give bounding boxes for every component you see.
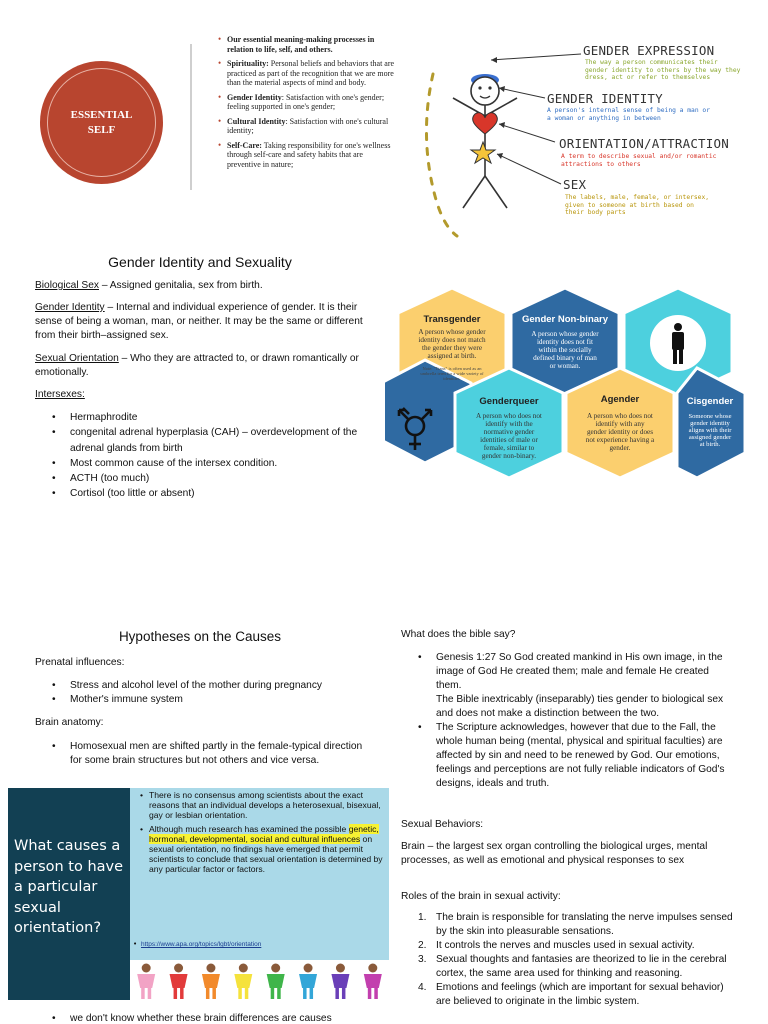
rainbow-people-illustration [130, 960, 389, 1000]
slide-question-panel [8, 788, 130, 1000]
svg-text:A person who does not: A person who does not [476, 412, 542, 420]
person-figure-icon [299, 964, 317, 1000]
orientation-desc: A term to describe sexual and/or romantic attractions to others [561, 153, 717, 168]
svg-text:female, similar to: female, similar to [483, 444, 535, 452]
list-item: • we don't know whether these brain differences are causes [52, 1012, 382, 1024]
sexual-orientation-slide: What causes a person to have a particular sexual orientation? • There is no consensus among scientists about the exact reasons that an individual develops a heterosexual, bisexual, gay or lesbian orientation. • Although much research has examined the possible genetic, hormonal, developmental, social and cultural influences on sexual orientation, no findings have emerged that permit scientists to conclude that sexual orientation is determined by any particular factor or factors. • https://www.apa.org/topics/lgbt/orientation [8, 788, 389, 1000]
list-item: • Most common cause of the intersex condition. [52, 456, 382, 471]
list-item: 4. Emotions and feelings (which are important for sexual behavior) are believed to originate in the limbic system. [418, 982, 724, 1007]
svg-text:defined binary of man: defined binary of man [533, 354, 597, 362]
svg-text:identify with any: identify with any [595, 420, 645, 428]
list-item: 3. Sexual thoughts and fantasies are theorized to lie in the cerebral cortex, the same area used for thinking and reasoning. [418, 954, 727, 979]
list-item: • Cortisol (too little or absent) [52, 486, 382, 501]
list-item: • Our essential meaning-making processes in relation to life, self, and others. [218, 35, 398, 54]
gender-diagram [425, 36, 765, 242]
people-figures [137, 964, 382, 1000]
list-item: • There is no consensus among scientists about the exact reasons that an individual develops a heterosexual, bisexual, gay or lesbian orientation. [140, 790, 385, 821]
list-item: • The Scripture acknowledges, however that due to the Fall, the whole human being (mental, physical and spiritual faculties) are affected by sin and need to be renewed by God. Our emotions, feelings and perceptions are not fully reliable indicators of God's designs, ideals and truth. [418, 721, 736, 791]
svg-text:Note: "Trans" is often used as: Note: "Trans" is often used as an [422, 366, 482, 371]
list-item: • Hermaphrodite [52, 410, 382, 425]
list-item: • Genesis 1:27 So God created mankind in His own image, in the image of God He created them; male and female He created them. The Bible inextricably (inseparably) ties gender to biological sex and does not make a distinction between the two. [418, 651, 736, 721]
gender-identity-definition: Gender Identity – Internal and individual experience of gender. It is their sense of being a woman, man, or neither. It may be the same or different from their birth–assigned sex. [35, 302, 363, 341]
svg-text:identity does not fit: identity does not fit [536, 338, 594, 346]
gender-identity-section-title: Gender Identity and Sexuality [108, 254, 292, 270]
gender-identity-desc: A person's internal sense of being a man or a woman or anything in between [547, 107, 711, 122]
svg-text:not experience having a: not experience having a [585, 436, 655, 444]
svg-text:at birth.: at birth. [699, 441, 721, 448]
svg-text:A person whose gender: A person whose gender [418, 328, 486, 336]
list-item: • Cultural Identity: Satisfaction with one's cultural identity; [218, 117, 398, 136]
brain-anatomy-label: Brain anatomy: [35, 717, 104, 728]
svg-text:identities.: identities. [443, 376, 461, 381]
person-figure-icon [202, 964, 220, 1000]
svg-text:gender.: gender. [609, 444, 631, 452]
svg-text:gender non-binary.: gender non-binary. [481, 452, 537, 460]
person-figure-icon [364, 964, 382, 1000]
transgender-title: Transgender [423, 314, 481, 325]
roles-label: Roles of the brain in sexual activity: [401, 891, 561, 902]
biological-sex-definition: Biological Sex – Assigned genitalia, sex from birth. [35, 280, 263, 291]
apa-link[interactable]: https://www.apa.org/topics/lgbt/orientation [141, 941, 262, 948]
svg-text:aligns with their: aligns with their [688, 427, 732, 434]
roles-list [418, 911, 736, 1009]
gender-expression-heading: GENDER EXPRESSION [583, 43, 715, 58]
gender-identity-heading: GENDER IDENTITY [547, 91, 663, 106]
slide-bullets [140, 790, 385, 878]
sexual-behaviors-label: Sexual Behaviors: [401, 819, 484, 830]
list-item: • Mother's immune system [52, 693, 382, 707]
gender-terms-infographic [385, 268, 745, 493]
svg-text:assigned at birth.: assigned at birth. [427, 352, 477, 360]
brain-anatomy-list [52, 740, 370, 768]
sex-desc: The labels, male, female, or intersex, given to someone at birth based on their body parts [565, 194, 710, 217]
brain-differences-list [52, 1012, 382, 1024]
svg-text:identity does not match: identity does not match [418, 336, 486, 344]
nonbinary-title: Gender Non-binary [521, 314, 609, 325]
transgender-desc [418, 328, 486, 360]
svg-text:A person who does not: A person who does not [587, 412, 653, 420]
essential-self-list [218, 35, 398, 174]
svg-text:umbrella term for a wide varie: umbrella term for a wide variety of [420, 371, 484, 376]
cisgender-title: Cisgender [686, 396, 734, 407]
svg-text:identities of male or: identities of male or [480, 436, 538, 444]
agender-title: Agender [600, 394, 640, 405]
slide-question: What causes a person to have a particular sexual orientation? [14, 838, 124, 936]
person-figure-icon [331, 964, 349, 1000]
svg-text:gender identity or does: gender identity or does [586, 428, 654, 436]
svg-text:assigned gender: assigned gender [688, 434, 732, 441]
prenatal-list [52, 679, 382, 707]
list-item: • Stress and alcohol level of the mother during pregnancy [52, 679, 382, 693]
sexual-orientation-definition: Sexual Orientation – Who they are attracted to, or drawn romantically or emotionally. [35, 353, 359, 378]
essential-self-circle [40, 61, 163, 184]
list-item: • Self-Care: Taking responsibility for one's wellness through self-care and safety habits that are preventive in nature; [218, 141, 398, 170]
list-item: • congenital adrenal hyperplasia (CAH) – overdevelopment of the adrenal glands from birth [52, 425, 382, 456]
list-item: 1. The brain is responsible for translating the nerve impulses sensed by the skin into pleasurable sensations. [418, 912, 733, 937]
bible-list [418, 651, 736, 791]
list-item: • Homosexual men are shifted partly in the female-typical direction for some brain structures but not others and vice versa. [52, 740, 370, 768]
svg-text:A person whose gender: A person whose gender [531, 330, 599, 338]
person-figure-icon [267, 964, 285, 1000]
svg-text:gender identity: gender identity [690, 420, 730, 427]
list-item: • Spirituality: Personal beliefs and behaviors that are practiced as part of the recognition that we are more than the material aspects of mind and body. [218, 59, 398, 88]
person-figure-icon [234, 964, 252, 1000]
list-item: 2. It controls the nerves and muscles used in sexual activity. [418, 940, 695, 951]
svg-text:identify with the: identify with the [485, 420, 533, 428]
bible-question: What does the bible say? [401, 629, 516, 640]
gender-expression-desc: The way a person communicates their gender identity to others by the way they dress, act or refer to themselves [585, 59, 741, 82]
intersex-list [52, 410, 382, 502]
sex-heading: SEX [563, 177, 587, 192]
svg-text:Someone whose: Someone whose [688, 413, 732, 420]
svg-text:normative gender: normative gender [483, 428, 535, 436]
svg-text:or woman.: or woman. [549, 362, 581, 370]
hypotheses-title: Hypotheses on the Causes [118, 629, 282, 644]
list-item: • ACTH (too much) [52, 471, 382, 486]
prenatal-label: Prenatal influences: [35, 657, 125, 668]
svg-text:within the socially: within the socially [538, 346, 592, 354]
list-item: • Although much research has examined the possible genetic, hormonal, developmental, social and cultural influences on sexual orientation, no findings have emerged that permit scientists to conclude that sexual orientation is determined by any particular factor or factors. [140, 824, 385, 875]
essential-self-title: ESSENTIAL SELF [70, 108, 133, 136]
list-item: • Gender Identity: Satisfaction with one's gender; feeling supported in one's gender; [218, 93, 398, 112]
genderqueer-title: Genderqueer [479, 396, 539, 407]
person-figure-icon [137, 964, 155, 1000]
divider [190, 44, 192, 190]
svg-text:the gender they were: the gender they were [421, 344, 483, 352]
genderqueer-desc [476, 412, 542, 460]
person-figure-icon [170, 964, 188, 1000]
orientation-heading: ORIENTATION/ATTRACTION [559, 136, 729, 151]
intersexes-label: Intersexes: [35, 389, 85, 400]
brain-definition: Brain – the largest sex organ controlling the biological urges, mental processes, as well as emotional and physical responses to sex [401, 841, 708, 866]
